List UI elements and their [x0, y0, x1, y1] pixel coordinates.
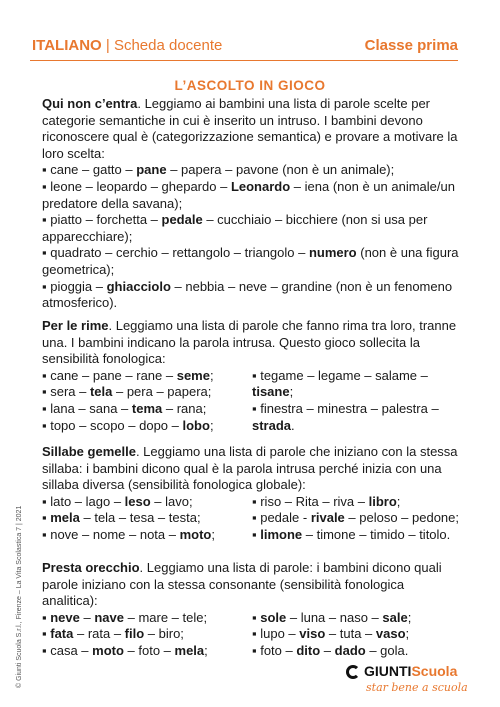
list-item: ▪ quadrato – cerchio – rettangolo – triangolo – numero (non è una figura geometrica);: [42, 245, 459, 277]
list-item: ▪ limone – timone – timido – titolo.: [252, 526, 451, 542]
right-column: [252, 494, 462, 544]
list-item: ▪ nove – nome – nota – moto;: [42, 526, 215, 542]
list-item: ▪ finestra – minestra – palestra –: [252, 400, 439, 416]
copyright-sidebar: [4, 420, 23, 690]
section-intro-text: . Leggiamo una lista di parole: i bambini dicono quali parole iniziano con la stessa consonante (sensibilità fonologica analitica):: [42, 560, 442, 609]
section-qui-non-centra: [42, 96, 462, 312]
section-intro: [42, 560, 462, 610]
list-item: ▪ lupo – viso – tuta – vaso;: [252, 626, 410, 642]
list-item: ▪ neve – nave – mare – tele;: [42, 609, 208, 625]
page-header: [30, 36, 458, 61]
section-intro: [42, 444, 462, 494]
list-item: ▪ lana – sana – tema – rana;: [42, 400, 207, 416]
section-sillabe-gemelle: [42, 444, 462, 544]
g-logo-icon: [346, 665, 360, 679]
word-columns: [42, 494, 462, 544]
list-item: ▪ topo – scopo – dopo – lobo;: [42, 417, 214, 433]
section-per-le-rime: [42, 318, 462, 434]
header-subject: [32, 37, 222, 54]
left-column: [42, 368, 252, 434]
list-item: ▪ casa – moto – foto – mela;: [42, 642, 208, 658]
list-item: ▪ leone – leopardo – ghepardo – Leonardo – iena (non è un animale/un predatore della savana);: [42, 178, 455, 211]
section-lead: Sillabe gemelle: [42, 444, 136, 459]
page-title: L’ASCOLTO IN GIOCO: [174, 78, 326, 93]
list-item: ▪ pedale - rivale – peloso – pedone;: [252, 510, 460, 526]
grade-label: Classe prima: [364, 37, 458, 54]
left-column: [42, 610, 252, 660]
list-item: ▪ cane – gatto – pane – papera – pavone (non è un animale);: [42, 162, 395, 178]
list-item: ▪ sole – luna – naso – sale;: [252, 609, 412, 625]
list-item: ▪ tegame – legame – salame –: [252, 367, 428, 383]
list-item: ▪ riso – Rita – riva – libro;: [252, 493, 401, 509]
left-column: [42, 494, 252, 544]
copyright-text: © Giunti Scuola S.r.l., Firenze – La Vita Scolastica 7 | 2021: [16, 505, 23, 688]
logo-brand: GIUNTIScuola: [364, 663, 458, 679]
list-item: tisane;: [252, 384, 294, 400]
list-item: ▪ cane – pane – rane – seme;: [42, 367, 214, 383]
right-column: [252, 368, 462, 434]
section-intro-text: . Leggiamo ai bambini una lista di parole scelte per categorie semantiche in cui è inserito un intruso. I bambini devono riconoscere qual è (categorizzazione semantica) e provare a motivare la loro scelta:: [42, 96, 458, 161]
sheet-label: Scheda docente: [113, 37, 223, 54]
subject-label: ITALIANO: [32, 37, 102, 54]
section-intro: [42, 96, 462, 162]
giunti-scuola-logo: [346, 663, 466, 699]
header-separator: |: [101, 37, 114, 54]
right-column: [252, 610, 462, 660]
list-item: ▪ foto – dito – dado – gola.: [252, 642, 409, 658]
section-presta-orecchio: [42, 560, 462, 660]
list-item: ▪ mela – tela – tesa – testa;: [42, 510, 201, 526]
word-columns: [42, 610, 462, 660]
section-lead: Qui non c’entra: [42, 96, 138, 111]
section-intro-text: . Leggiamo una lista di parole che iniziano con la stessa sillaba: i bambini dicono qual è la parola intrusa perché inizia con una sillaba diversa (sensibilità fonologica globale):: [42, 444, 458, 493]
section-intro: [42, 318, 462, 368]
section-intro-text: . Leggiamo una lista di parole che fanno rima tra loro, tranne una. I bambini indicano la parola intrusa. Questo gioco sollecita la sensibilità fonologica:: [42, 318, 457, 367]
list-item: ▪ sera – tela – pera – papera;: [42, 384, 212, 400]
logo-tagline: star bene a scuola: [366, 681, 468, 694]
section-lead: Presta orecchio: [42, 560, 140, 575]
list-item: ▪ piatto – forchetta – pedale – cucchiaio – bicchiere (non si usa per apparecchiare);: [42, 212, 428, 244]
list-item: strada.: [252, 417, 295, 433]
section-lead: Per le rime: [42, 318, 109, 333]
list-item: ▪ pioggia – ghiacciolo – nebbia – neve – grandine (non è un fenomeno atmosferico).: [42, 278, 453, 311]
word-columns: [42, 368, 462, 434]
list-item: ▪ lato – lago – leso – lavo;: [42, 493, 193, 509]
list-item: ▪ fata – rata – filo – biro;: [42, 626, 184, 642]
